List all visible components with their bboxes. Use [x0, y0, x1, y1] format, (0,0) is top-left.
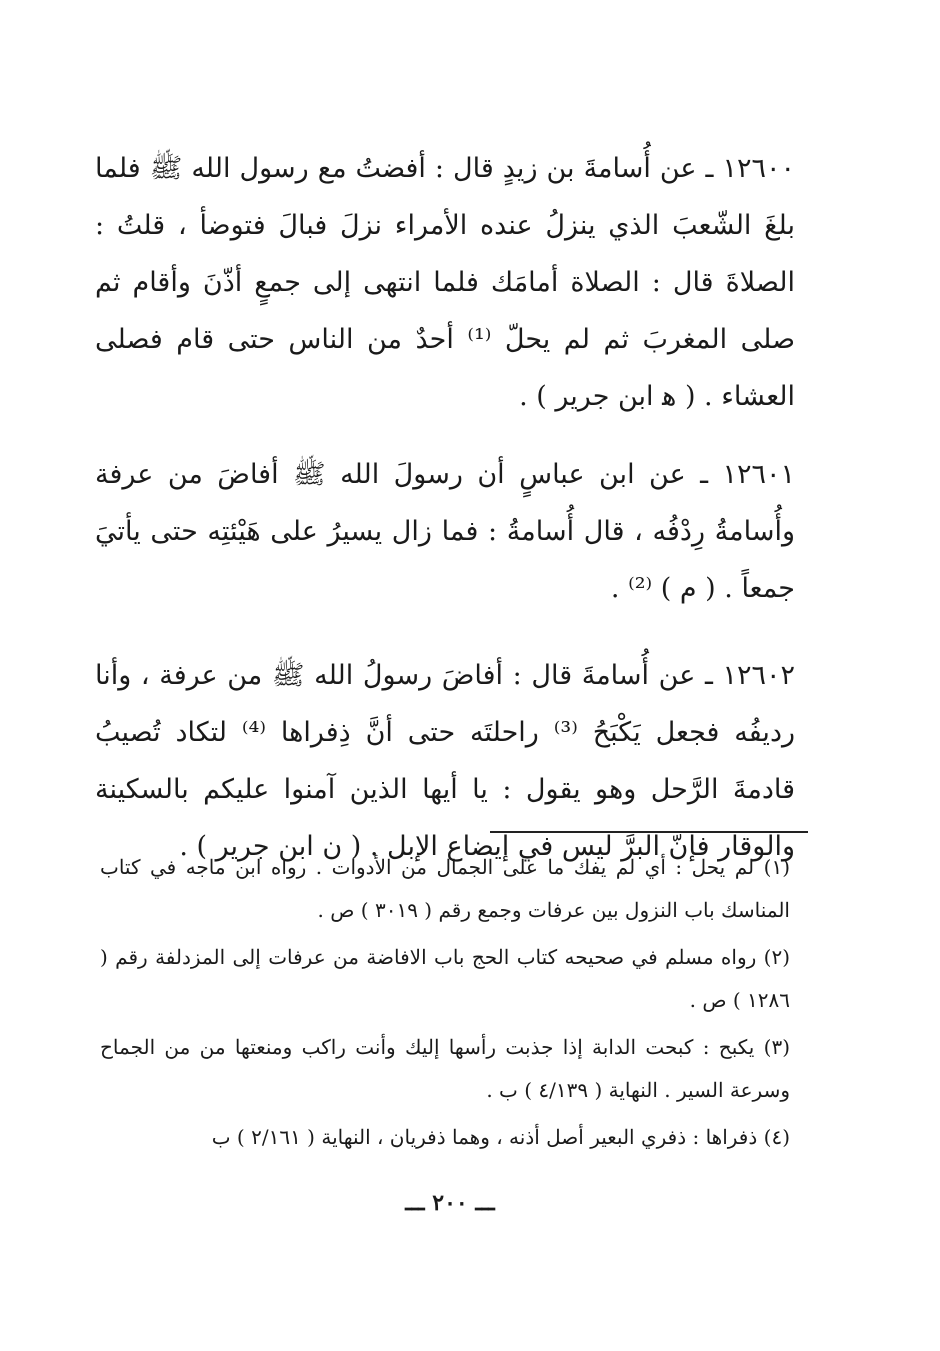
footnote-4: (٤) ذفراها : ذفري البعير أصل أذنه ، وهما ذفريان ، النهاية ( ٢/١٦١ ) ب [211, 1125, 790, 1149]
footnote-3: (٣) يكبح : كبحت الدابة إذا جذبت رأسها إليك وأنت راكب ومنعتها من من الجماح وسرعة السير . النهاية ( ٤/١٣٩ ) ب . [100, 1035, 790, 1102]
hadith-text-block [95, 140, 795, 875]
footnotes [100, 846, 790, 1163]
footnote-1: (١) لم يحل : أي لم يفك ما على الجمال من الأدوات . رواه ابن ماجه في كتاب المناسك باب النزول بين عرفات وجمع رقم ( ٣٠١٩ ) ص . [100, 855, 790, 922]
hadith-12600: ١٢٦٠٠ ـ عن أُسامةَ بن زيدٍ قال : أفضتُ مع رسول الله ﷺ فلما بلغَ الشّعبَ الذي ينزلُ عنده الأمراء نزلَ فبالَ فتوضأ ، قلتُ : الصلاةَ قال : الصلاة أمامَك فلما انتهى إلى جمعٍ أذّنَ وأقام ثم صلى المغربَ ثم لم يحلّ ⁽¹⁾ أحدٌ من الناس حتى قام فصلى العشاء . ( ﻫ ابن جرير ) . [95, 153, 795, 412]
footnote-divider [490, 831, 808, 833]
hadith-12601: ١٢٦٠١ ـ عن ابن عباسٍ أن رسولَ الله ﷺ أفاضَ من عرفة وأُسامةُ رِدْفُه ، قال أُسامةُ : فما زال يسيرُ على هَيْئتِه حتى يأتيَ جمعاً . ( م ) ⁽²⁾ . [95, 459, 795, 604]
footnote-2: (٢) رواه مسلم في صحيحه كتاب الحج باب الافاضة من عرفات إلى المزدلفة رقم ( ١٢٨٦ ) ص . [100, 945, 790, 1012]
hadith-12602: ١٢٦٠٢ ـ عن أُسامةَ قال : أفاضَ رسولُ الله ﷺ من عرفة ، وأنا رديفُه فجعل يَكْبَحُ ⁽³⁾ راحلتَه حتى أنَّ ذِفراها ⁽⁴⁾ لتكاد تُصيبُ قادمةَ الرَّحل وهو يقول : يا أيها الذين آمنوا عليكم بالسكينة والوقار فإنّ البرَّ ليس في إيضاع الإبل . ( ن ابن جرير ) . [95, 660, 796, 862]
page-number: ـــ ٢٠٠ ـــ [405, 1190, 495, 1216]
